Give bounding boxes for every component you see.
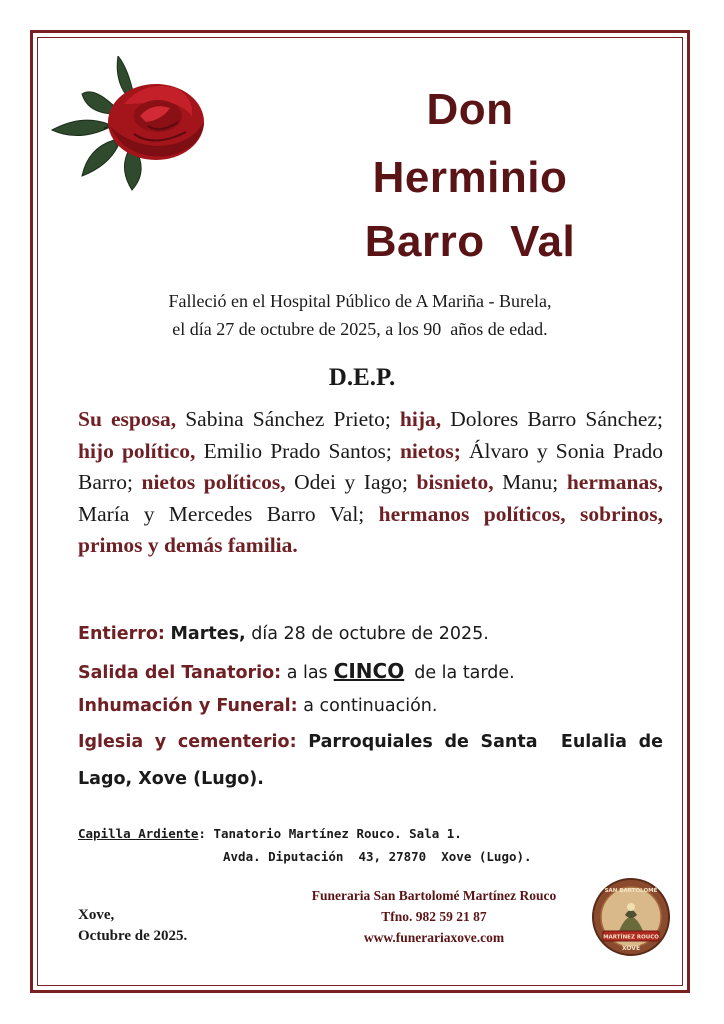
inhumacion-line — [78, 696, 668, 717]
salida-line — [78, 659, 668, 684]
relative-names: Sabina Sánchez Prieto; — [176, 407, 400, 431]
name-line-2: Herminio — [372, 153, 568, 202]
relation-label: hermanos políticos, sobrinos, primos y demás familia. — [78, 501, 663, 557]
inhumacion-text: a continuación. — [297, 696, 438, 716]
capilla-label: Capilla Ardiente — [78, 826, 199, 841]
funeraria-phone: Tfno. 982 59 21 87 — [381, 909, 487, 924]
inhumacion-label: Inhumación y Funeral: — [78, 696, 298, 716]
relation-label: bisnieto, — [416, 470, 494, 494]
relation-label: hijo político, — [78, 438, 196, 463]
date-when: Octubre de 2025. — [78, 928, 188, 944]
entierro-date: día 28 de octubre de 2025. — [245, 624, 489, 644]
capilla-ardiente-block — [78, 822, 532, 868]
relation-label: nietos políticos, — [141, 470, 286, 494]
name-line-3: Barro Val — [364, 217, 576, 266]
relative-names: Emilio Prado Santos; — [195, 438, 400, 463]
funeraria-seal-icon — [591, 877, 671, 957]
relation-label: Su esposa, — [78, 407, 177, 431]
family-paragraph — [78, 404, 663, 562]
seal-mid-text: MARTÍNEZ ROUCO — [603, 934, 659, 941]
seal-bottom-text: XOVE — [621, 945, 641, 952]
funeraria-web: www.funerariaxove.com — [363, 930, 505, 945]
relative-names: Álvaro y Sonia Prado Barro; — [78, 438, 664, 494]
date-block — [78, 905, 187, 947]
relative-names: Odei y Iago; — [285, 470, 417, 494]
relation-label: hermanas, — [566, 470, 663, 494]
relative-names: Manu; — [493, 470, 567, 494]
iglesia-line — [78, 724, 670, 798]
capilla-line-1: : Tanatorio Martínez Rouco. Sala 1. — [198, 826, 462, 841]
relative-names: Dolores Barro Sánchez; — [441, 407, 663, 431]
name-line-1: Don — [426, 85, 514, 134]
iglesia-label: Iglesia y cementerio: — [78, 732, 297, 752]
salida-label: Salida del Tanatorio: — [78, 663, 282, 683]
relative-names: María y Mercedes Barro Val; — [78, 501, 379, 526]
iglesia-text: Parroquiales de Santa Eulalia de Lago, Xove (Lugo). — [78, 732, 670, 789]
funeraria-name: Funeraria San Bartolomé Martínez Rouco — [311, 888, 557, 903]
death-info-line-1: Falleció en el Hospital Público de A Mariña - Burela, — [168, 291, 552, 311]
seal-top-text: SAN BARTOLOMÉ — [604, 888, 658, 894]
entierro-label: Entierro: — [78, 624, 165, 644]
salida-time: CINCO — [333, 659, 405, 683]
entierro-day: Martes, — [170, 624, 246, 644]
dep-heading: D.E.P. — [328, 364, 396, 391]
funeraria-block — [284, 885, 584, 948]
relation-label: hija, — [399, 407, 442, 431]
entierro-line — [78, 624, 668, 645]
salida-post: de la tarde. — [414, 663, 515, 683]
date-place: Xove, — [78, 907, 115, 923]
capilla-line-2: Avda. Diputación 43, 27870 Xove (Lugo). — [223, 849, 532, 864]
death-info-line-2: el día 27 de octubre de 2025, a los 90 años de edad. — [172, 319, 548, 339]
relation-label: nietos; — [399, 438, 461, 463]
salida-pre: a las — [281, 663, 328, 683]
rose-icon — [44, 56, 209, 196]
